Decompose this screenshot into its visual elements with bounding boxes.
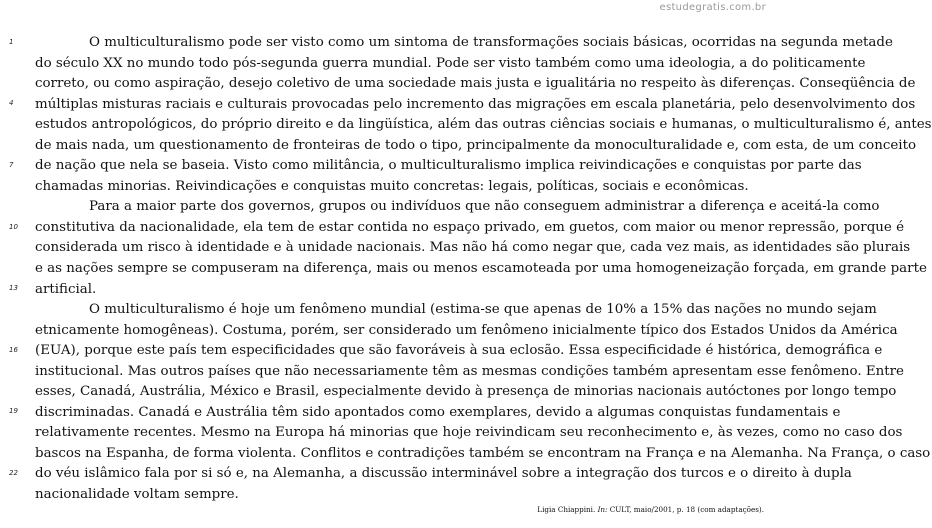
text-line: estudos antropológicos, do próprio direito e da lingüística, além das outras ciências sociais e humanas, o multiculturalismo é, antes: [35, 117, 932, 133]
text-line: O multiculturalismo pode ser visto como um sintoma de transformações sociais básicas, ocorridas na segunda metade: [89, 35, 893, 50]
text-line: (EUA), porque este país tem especificidades que são favoráveis à sua eclosão. Essa especificidade é histórica, demográfica e: [35, 343, 883, 359]
line-number: 7: [9, 161, 14, 169]
text-line: nacionalidade voltam sempre.: [35, 487, 239, 503]
text-line: discriminadas. Canadá e Austrália têm sido apontados como exemplares, devido a algumas conquistas fundamentais e: [35, 404, 841, 420]
line-number: 4: [9, 99, 14, 107]
text-line: esses, Canadá, Austrália, México e Brasil, especialmente devido à presença de minorias nacionais autóctones por longo tempo: [35, 384, 897, 400]
citation-source: CULT, maio/2001, p. 18 (com adaptações).: [609, 505, 764, 514]
text-line: constitutiva da nacionalidade, ela tem de estar contida no espaço privado, em guetos, com maior ou menor repressão, porque é: [35, 219, 904, 235]
text-line: chamadas minorias. Reivindicações e conquistas muito concretas: legais, políticas, sociais e econômicas.: [35, 178, 749, 194]
line-number: 19: [9, 407, 18, 415]
text-line: artificial.: [35, 281, 97, 297]
text-line: e as nações sempre se compuseram na diferença, mais ou menos escamoteada por uma homogeneização forçada, em grande parte: [35, 261, 927, 277]
watermark: estudegratis.com.br: [659, 2, 766, 13]
text-line: relativamente recentes. Mesmo na Europa há minorias que hoje reivindicam seu reconhecimento e, às vezes, como no caso dos: [35, 425, 903, 441]
text-line: institucional. Mas outros países que não necessariamente têm as mesmas condições também apresentam esse fenômeno. Entre: [35, 363, 904, 379]
citation-in: In:: [597, 505, 608, 514]
line-number: 13: [9, 284, 18, 292]
text-line: do véu islâmico fala por si só e, na Alemanha, a discussão interminável sobre a integração dos turcos e o direito à dupla: [35, 466, 852, 482]
text-line: O multiculturalismo é hoje um fenômeno mundial (estima-se que apenas de 10% a 15% das nações no mundo sejam: [89, 302, 877, 318]
line-number: 1: [9, 38, 14, 46]
text-line: etnicamente homogêneas). Costuma, porém, ser considerado um fenômeno inicialmente típico dos Estados Unidos da América: [35, 322, 898, 338]
text-line: considerada um risco à identidade e à unidade nacionais. Mas não há como negar que, cada vez mais, as identidades são plurais: [35, 240, 911, 256]
text-line: de mais nada, um questionamento de fronteiras de todo o tipo, principalmente da monoculturalidade e, com esta, de um conceito: [35, 137, 917, 153]
line-number: 22: [9, 469, 18, 477]
citation-author: Ligia Chiappini.: [537, 505, 596, 514]
line-number: 16: [9, 346, 18, 354]
text-line: Para a maior parte dos governos, grupos ou indivíduos que não conseguem administrar a diferença e aceitá-la como: [89, 199, 880, 215]
text-line: do século XX no mundo todo pós-segunda guerra mundial. Pode ser visto também como uma ideologia, a do politicamente: [35, 55, 866, 71]
text-line: bascos na Espanha, de forma violenta. Conflitos e contradições também se encontram na França e na Alemanha. Na França, o caso: [35, 445, 931, 461]
text-line: múltiplas misturas raciais e culturais provocadas pelo incremento das migrações em escala planetária, pelo desenvolvimento dos: [35, 96, 916, 112]
article-text: [35, 33, 932, 506]
text-line: correto, ou como aspiração, desejo coletivo de uma sociedade mais justa e igualitária no respeito às diferenças. Conseqüência de: [35, 76, 916, 92]
source-citation: [537, 505, 764, 514]
text-line: de nação que nela se baseia. Visto como militância, o multiculturalismo implica reivindicações e conquistas por parte das: [35, 158, 862, 174]
line-number: 10: [9, 223, 18, 231]
